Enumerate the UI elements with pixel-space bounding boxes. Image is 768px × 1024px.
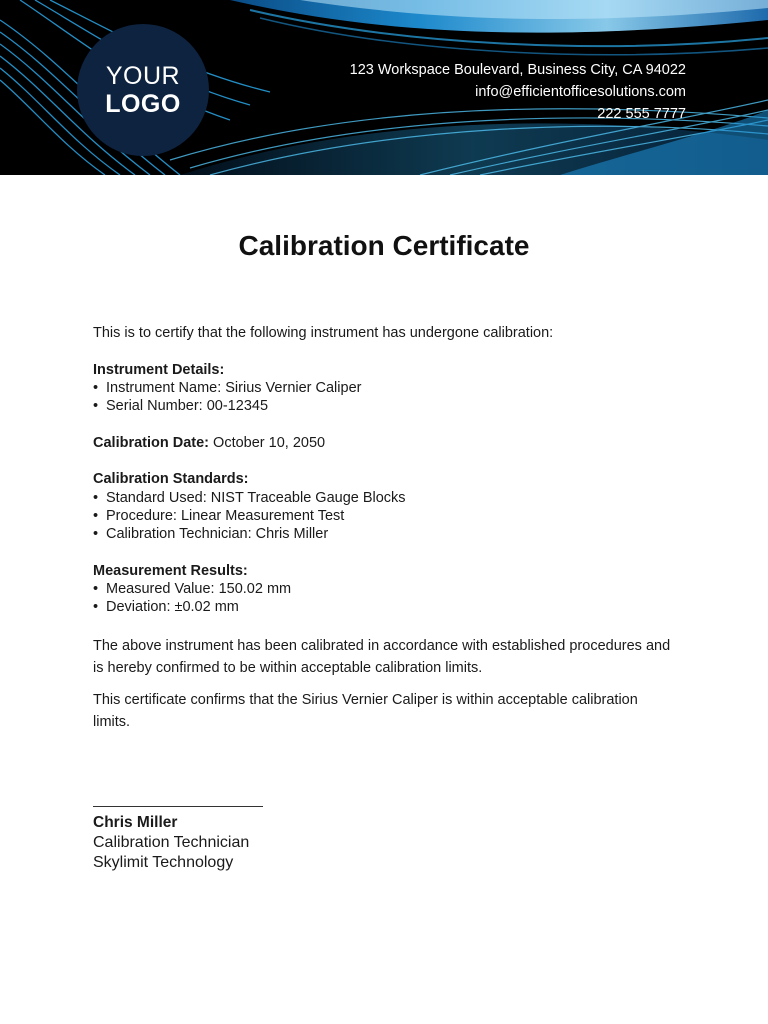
- standards-heading: Calibration Standards:: [93, 471, 249, 488]
- contact-block: [350, 59, 686, 125]
- instrument-list: [93, 379, 673, 416]
- signer-organization: Skylimit Technology: [93, 854, 234, 871]
- list-item: • Serial Number: 00-12345: [93, 397, 673, 415]
- contact-address: 123 Workspace Boulevard, Business City, CA 94022: [349, 62, 686, 78]
- signer-name: Chris Miller: [93, 814, 178, 831]
- signer-role: Calibration Technician: [93, 834, 250, 851]
- list-item: • Procedure: Linear Measurement Test: [93, 507, 673, 525]
- header-banner: [0, 0, 768, 175]
- calibration-date-value: October 10, 2050: [213, 434, 326, 451]
- logo-text-line1: YOUR: [105, 61, 181, 90]
- confirmation-paragraph: This certificate confirms that the Sirius Vernier Caliper is within acceptable calibration limits.: [93, 692, 638, 731]
- logo-circle: [77, 24, 209, 156]
- page-title: Calibration Certificate: [238, 230, 530, 261]
- compliance-paragraph: The above instrument has been calibrated in accordance with established procedures and is hereby confirmed to be within acceptable calibration limits.: [93, 638, 671, 677]
- signature-line: [93, 806, 263, 807]
- logo-text-line2: LOGO: [105, 89, 181, 118]
- intro-text: This is to certify that the following instrument has undergone calibration:: [93, 325, 554, 341]
- list-item: • Standard Used: NIST Traceable Gauge Blocks: [93, 489, 673, 507]
- list-item: • Instrument Name: Sirius Vernier Caliper: [93, 379, 673, 397]
- standards-list: [93, 489, 673, 544]
- calibration-date-line: [93, 434, 673, 452]
- contact-email: info@efficientofficesolutions.com: [475, 84, 686, 100]
- signature-block: [93, 790, 393, 873]
- contact-phone: 222 555 7777: [597, 106, 686, 122]
- list-item: • Measured Value: 150.02 mm: [93, 580, 673, 598]
- results-list: [93, 580, 673, 617]
- list-item: • Calibration Technician: Chris Miller: [93, 525, 673, 543]
- certificate-body: [93, 324, 673, 733]
- list-item: • Deviation: ±0.02 mm: [93, 598, 673, 616]
- results-heading: Measurement Results:: [93, 562, 248, 579]
- calibration-date-label: Calibration Date:: [93, 434, 210, 451]
- instrument-heading: Instrument Details:: [93, 361, 225, 378]
